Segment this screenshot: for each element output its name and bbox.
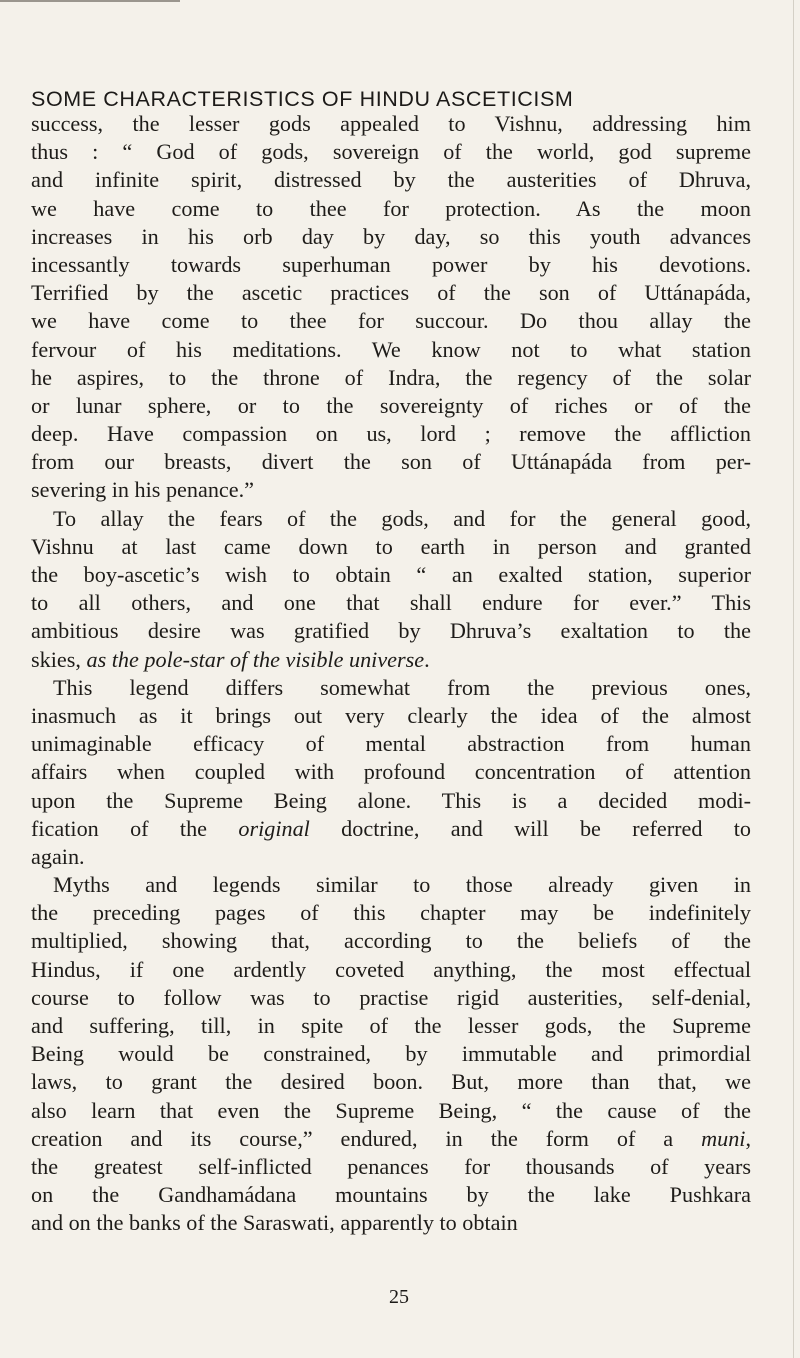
text-line: from our breasts, divert the son of Uttánapáda from per- [31, 449, 751, 475]
text-line: we have come to thee for protection. As the moon [31, 195, 751, 221]
text-line: again. [31, 843, 85, 869]
text-line: the greatest self-inflicted penances for thousands of years [31, 1153, 751, 1179]
text-line: unimaginable efficacy of mental abstraction from human [31, 731, 751, 757]
text-line: multiplied, showing that, according to the beliefs of the [31, 928, 751, 954]
page-number: 25 [389, 1286, 409, 1308]
text-line: upon the Supreme Being alone. This is a decided modi- [31, 787, 751, 813]
text-line: incessantly towards superhuman power by his devotions. [31, 251, 751, 277]
text-line: success, the lesser gods appealed to Vishnu, addressing him [31, 111, 751, 136]
text-line: on the Gandhamádana mountains by the lake Pushkara [31, 1182, 751, 1208]
text-line: the preceding pages of this chapter may be indefinitely [31, 900, 751, 926]
text-line: affairs when coupled with profound concentration of attention [31, 759, 751, 785]
text-line: creation and its course,” endured, in the form of a muni, [31, 1125, 751, 1151]
text-line: fervour of his meditations. We know not to what station [31, 336, 751, 362]
text-line: Myths and legends similar to those already given in [53, 872, 751, 898]
text-line: deep. Have compassion on us, lord ; remove the affliction [31, 421, 751, 447]
text-line: the boy-ascetic’s wish to obtain “ an exalted station, superior [31, 562, 751, 587]
text-line: skies, as the pole-star of the visible universe. [31, 646, 430, 672]
text-line: or lunar sphere, or to the sovereignty of riches or of the [31, 392, 751, 418]
text-line: course to follow was to practise rigid austerities, self-denial, [31, 984, 751, 1010]
text-line: also learn that even the Supreme Being, “ the cause of the [31, 1097, 751, 1123]
text-line: To allay the fears of the gods, and for the general good, [53, 505, 751, 531]
page-right-edge [793, 0, 794, 1358]
text-line: and on the banks of the Saraswati, apparently to obtain [31, 1210, 518, 1236]
text-line: Vishnu at last came down to earth in person and granted [31, 533, 751, 559]
text-line: severing in his penance.” [31, 477, 255, 503]
page-top-edge [0, 0, 180, 2]
text-line: Terrified by the ascetic practices of the son of Uttánapáda, [31, 280, 751, 306]
paragraph [31, 871, 751, 1237]
text-line: Being would be constrained, by immutable and primordial [31, 1041, 751, 1067]
paragraph [31, 674, 751, 871]
text-line: we have come to thee for succour. Do thou allay the [31, 308, 751, 334]
running-header: SOME CHARACTERISTICS OF HINDU ASCETICISM [31, 87, 574, 111]
text-line: laws, to grant the desired boon. But, more than that, we [31, 1069, 751, 1095]
text-line: fication of the original doctrine, and will be referred to [31, 815, 752, 841]
paragraph [31, 110, 751, 505]
text-line: This legend differs somewhat from the previous ones, [53, 674, 751, 700]
text-line: and infinite spirit, distressed by the austerities of Dhruva, [31, 167, 751, 193]
text-line: thus : “ God of gods, sovereign of the world, god supreme [31, 139, 751, 165]
text-line: ambitious desire was gratified by Dhruva’s exaltation to the [31, 618, 751, 644]
text-line: Hindus, if one ardently coveted anything, the most effectual [31, 956, 751, 982]
text-line: to all others, and one that shall endure for ever.” This [31, 590, 751, 616]
text-line: inasmuch as it brings out very clearly the idea of the almost [31, 702, 751, 728]
text-line: he aspires, to the throne of Indra, the regency of the solar [31, 364, 751, 390]
text-line: increases in his orb day by day, so this youth advances [31, 223, 751, 249]
text-line: and suffering, till, in spite of the lesser gods, the Supreme [31, 1013, 751, 1038]
body-text [31, 110, 751, 1238]
paragraph [31, 505, 751, 674]
